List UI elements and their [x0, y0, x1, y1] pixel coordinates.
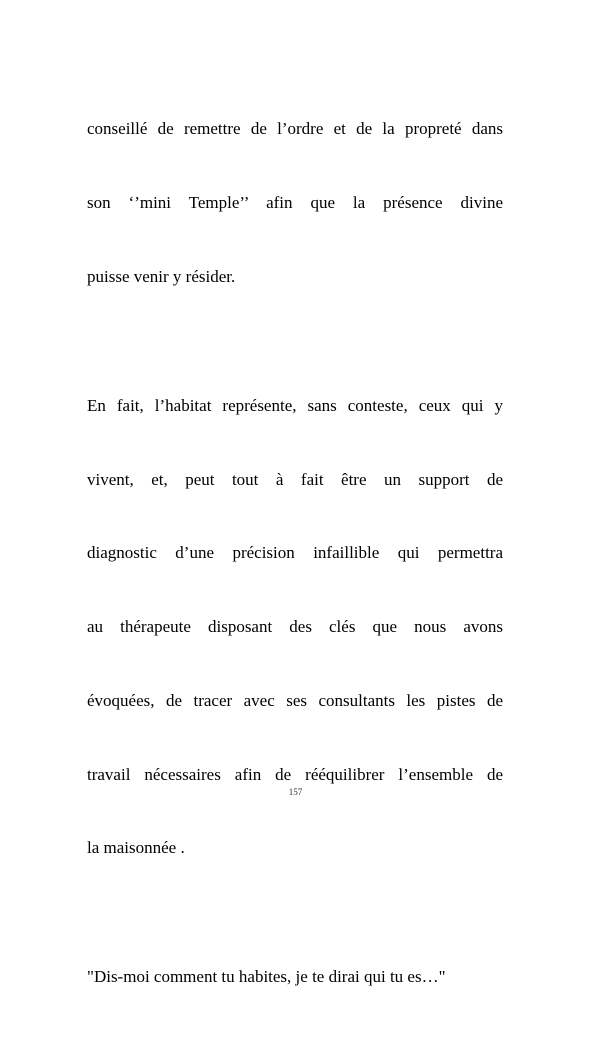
quote-line: "Dis-moi comment tu habites, je te dirai qui tu es…": [87, 967, 446, 987]
text-line: En fait, l’habitat représente, sans conteste, ceux qui y: [87, 395, 503, 415]
text-line: vivent, et, peut tout à fait être un support de: [87, 469, 503, 489]
text-line: la maisonnée .: [87, 838, 185, 858]
text-line: au thérapeute disposant des clés que nous avons: [87, 617, 503, 637]
quote-paragraph: [87, 916, 503, 1039]
text-line: diagnostic d’une précision infaillible qui permettra: [87, 543, 503, 563]
paragraph-1: [87, 68, 503, 339]
paragraph-2: [87, 345, 503, 911]
text-line: travail nécessaires afin de rééquilibrer l’ensemble de: [87, 764, 503, 784]
text-line: évoquées, de tracer avec ses consultants les pistes de: [87, 690, 503, 710]
text-line: son ‘’mini Temple’’ afin que la présence divine: [87, 192, 503, 212]
page-number: 157: [288, 787, 303, 797]
text-line: conseillé de remettre de l’ordre et de la propreté dans: [87, 119, 503, 139]
body-text: [87, 68, 503, 1039]
text-line: puisse venir y résider.: [87, 266, 236, 286]
